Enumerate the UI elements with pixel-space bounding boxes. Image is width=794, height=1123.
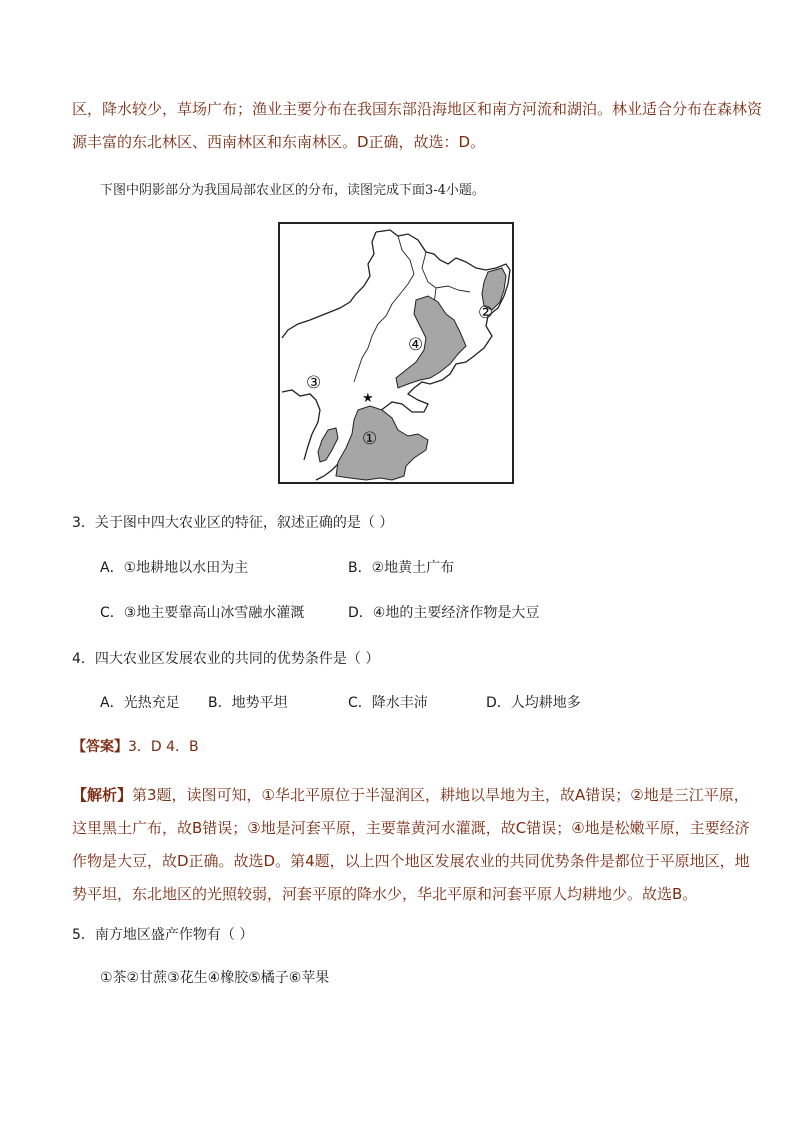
answer-line xyxy=(72,736,199,758)
answer-text: 3．D 4．B xyxy=(128,739,199,755)
question-4-option-a: A．光热充足 xyxy=(100,695,180,711)
question-3-option-c: C．③地主要靠高山冰雪融水灌溉 xyxy=(100,605,305,621)
label-region-4: ④ xyxy=(408,335,424,355)
label-region-1: ① xyxy=(362,429,378,449)
question-3-stem: 3．关于图中四大农业区的特征，叙述正确的是（ ） xyxy=(72,515,394,531)
capital-star-icon: ★ xyxy=(362,391,374,406)
analysis-text-1: 第3题，读图可知，①华北平原位于半湿润区，耕地以旱地为主，故A错误；②地是三江平原， xyxy=(132,786,749,804)
question-5-items: ①茶②甘蔗③花生④橡胶⑤橘子⑥苹果 xyxy=(100,970,330,986)
question-3-option-d: D．④地的主要经济作物是大豆 xyxy=(348,605,540,621)
analysis-line-2: 这里黑土广布，故B错误；③地是河套平原，主要靠黄河水灌溉，故C错误；④地是松嫩平原，主要经济 xyxy=(72,819,750,837)
question-5-stem: 5．南方地区盛产作物有（ ） xyxy=(72,927,254,943)
region-3-shade xyxy=(318,428,338,462)
question-4-option-b: B．地势平坦 xyxy=(208,695,288,711)
question-3-option-a: A．①地耕地以水田为主 xyxy=(100,560,249,576)
map-intro: 下图中阴影部分为我国局部农业区的分布，读图完成下面3-4小题。 xyxy=(100,183,485,198)
agriculture-region-map xyxy=(278,222,514,484)
prev-explanation-line-2: 源丰富的东北林区、西南林区和东南林区。D正确，故选：D。 xyxy=(72,133,486,151)
analysis-line-4: 势平坦，东北地区的光照较弱，河套平原的降水少，华北平原和河套平原人均耕地少。故选B。 xyxy=(72,885,698,903)
question-3-option-b: B．②地黄土广布 xyxy=(348,560,455,576)
prev-explanation-line-1: 区，降水较少，草场广布；渔业主要分布在我国东部沿海地区和南方河流和湖泊。林业适合分布在森林资 xyxy=(72,100,763,118)
label-region-3: ③ xyxy=(306,373,322,393)
question-4-stem: 4．四大农业区发展农业的共同的优势条件是（ ） xyxy=(72,651,380,667)
question-4-option-d: D．人均耕地多 xyxy=(486,695,581,711)
analysis-line-1 xyxy=(72,784,749,806)
analysis-tag: 【解析】 xyxy=(72,786,133,804)
region-4-shade xyxy=(396,296,466,388)
label-region-2: ② xyxy=(478,303,494,323)
map-svg xyxy=(280,224,512,482)
question-4-option-c: C．降水丰沛 xyxy=(348,695,428,711)
region-1-shade xyxy=(336,406,428,480)
analysis-line-3: 作物是大豆，故D正确。故选D。第4题，以上四个地区发展农业的共同优势条件是都位于平原地区，地 xyxy=(72,852,750,870)
answer-tag: 【答案】 xyxy=(72,739,128,755)
